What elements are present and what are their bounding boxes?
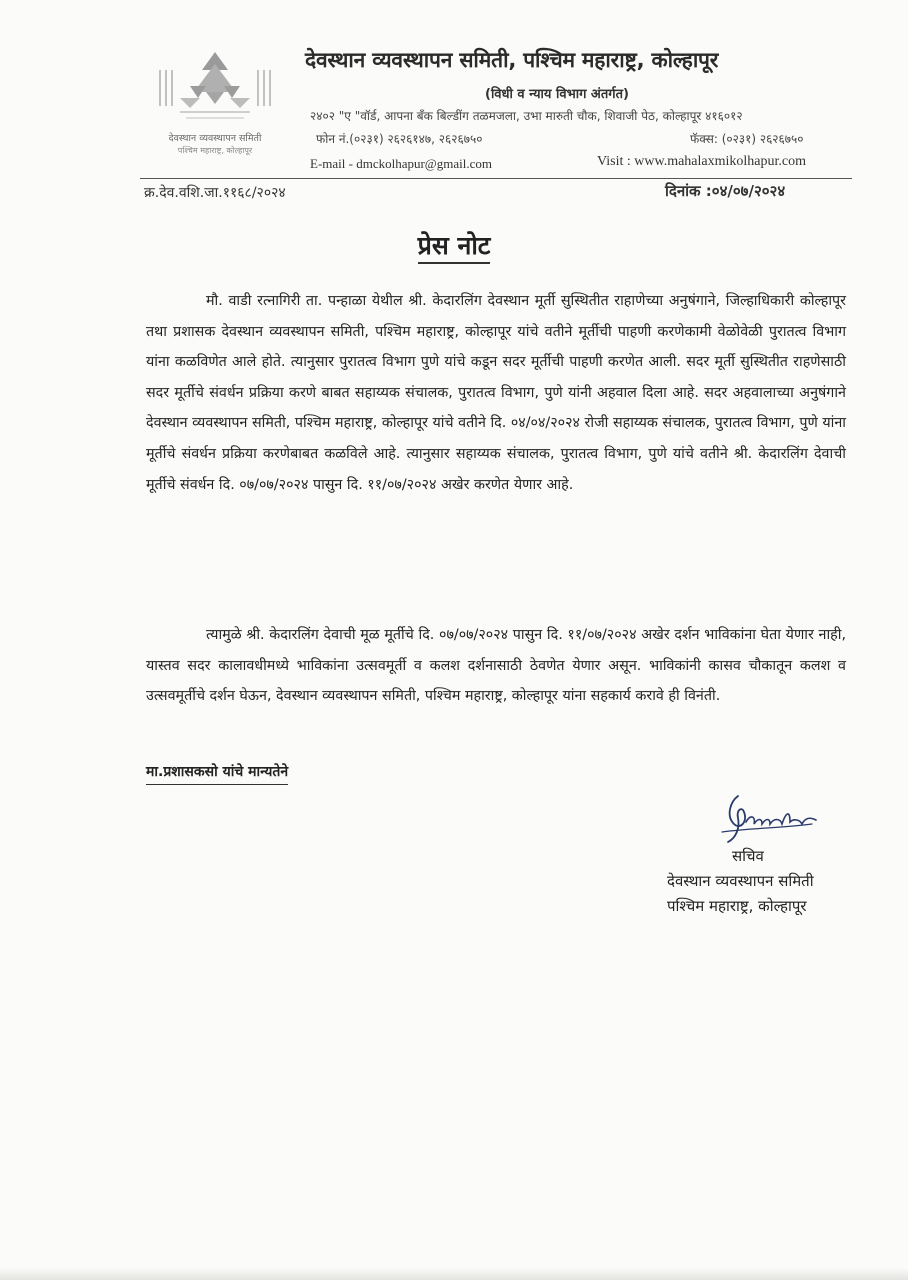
organization-address: २४०२ "ए "वॉर्ड, आपना बँक बिल्डींग तळमजला, उभा मारुती चौक, शिवाजी पेठ, कोल्हापूर ४१६०१२ — [310, 109, 743, 123]
page-bottom-edge — [0, 1268, 908, 1280]
reference-number: क्र.देव.वशि.जा.११६८/२०२४ — [144, 185, 286, 201]
letterhead-divider — [140, 178, 852, 179]
organization-phone: फोन नं.(०२३१) २६२६१४७, २६२६७५० — [316, 132, 483, 146]
approval-note: मा.प्रशासकसो यांचे मान्यतेने — [146, 762, 288, 785]
logo-caption-line2: पश्चिम महाराष्ट्र, कोल्हापूर — [177, 146, 253, 155]
reference-date: दिनांक :०४/०७/२०२४ — [665, 182, 786, 200]
body-paragraph-2: त्यामुळे श्री. केदारलिंग देवाची मूळ मूर्तीचे दि. ०७/०७/२०२४ पासुन दि. ११/०७/२०२४ अखेर दर्शन भाविकांना घेता येणार नाही, यास्तव सदर कालावधीमध्ये भाविकांना उत्सवमूर्ती व कलश दर्शनासाठी ठेवणेत येणार असून. भाविकांनी कासव चौकातून कलश व उत्सवमूर्तीचे दर्शन घेऊन, देवस्थान व्यवस्थापन समिती, पश्चिम महाराष्ट्र, कोल्हापूर यांना सहकार्य करावे ही विनंती. — [146, 627, 846, 705]
signatory-org-line1: देवस्थान व्यवस्थापन समिती — [667, 872, 814, 890]
document-title-text: प्रेस नोट — [418, 231, 491, 264]
organization-subtitle: (विधी व न्याय विभाग अंतर्गत) — [485, 87, 629, 102]
document-title — [0, 228, 908, 262]
temple-emblem-icon — [150, 48, 280, 130]
logo-caption-line1: देवस्थान व्यवस्थापन समिती — [168, 133, 262, 144]
organization-website: Visit : www.mahalaxmikolhapur.com — [597, 154, 806, 169]
signatory-role: सचिव — [732, 847, 764, 865]
handwritten-signature — [712, 788, 832, 848]
organization-fax: फॅक्स: (०२३१) २६२६७५० — [690, 132, 804, 146]
organization-email: E-mail - dmckolhapur@gmail.com — [310, 156, 493, 171]
signatory-org-line2: पश्चिम महाराष्ट्र, कोल्हापूर — [667, 897, 807, 915]
organization-logo — [140, 48, 290, 168]
organization-name: देवस्थान व्यवस्थापन समिती, पश्चिम महाराष्ट्र, कोल्हापूर — [305, 48, 719, 72]
body-paragraph-1: मौ. वाडी रत्नागिरी ता. पन्हाळा येथील श्री. केदारलिंग देवस्थान मूर्ती सुस्थितीत राहाणेच्या अनुषंगाने, जिल्हाधिकारी कोल्हापूर तथा प्रशासक देवस्थान व्यवस्थापन समिती, पश्चिम महाराष्ट्र, कोल्हापूर यांचे वतीने मूर्तीची पाहणी करणेकामी वेळोवेळी पुरातत्व विभाग यांना कळविणेत आले होते. त्यानुसार पुरातत्व विभाग पुणे यांचे कडून सदर मूर्तीची पाहणी करणेत आली. सदर मूर्ती सुस्थितीत राहणेसाठी सदर मूर्तीचे संवर्धन प्रक्रिया करणे बाबत सहाय्यक संचालक, पुरातत्व विभाग, पुणे यांनी अहवाल दिला आहे. सदर अहवालाच्या अनुषंगाने देवस्थान व्यवस्थापन समिती, पश्चिम महाराष्ट्र, कोल्हापूर यांचे वतीने दि. ०४/०४/२०२४ रोजी सहाय्यक संचालक, पुरातत्व विभाग, पुणे यांना मूर्तीचे संवर्धन प्रक्रिया करणेबाबत कळविले आहे. त्यानुसार सहाय्यक संचालक, पुरातत्व विभाग, पुणे यांचे वतीने श्री. केदारलिंग देवाची मूर्तीचे संवर्धन दि. ०७/०७/२०२४ पासुन दि. ११/०७/२०२४ अखेर करणेत येणार आहे. — [146, 293, 846, 493]
